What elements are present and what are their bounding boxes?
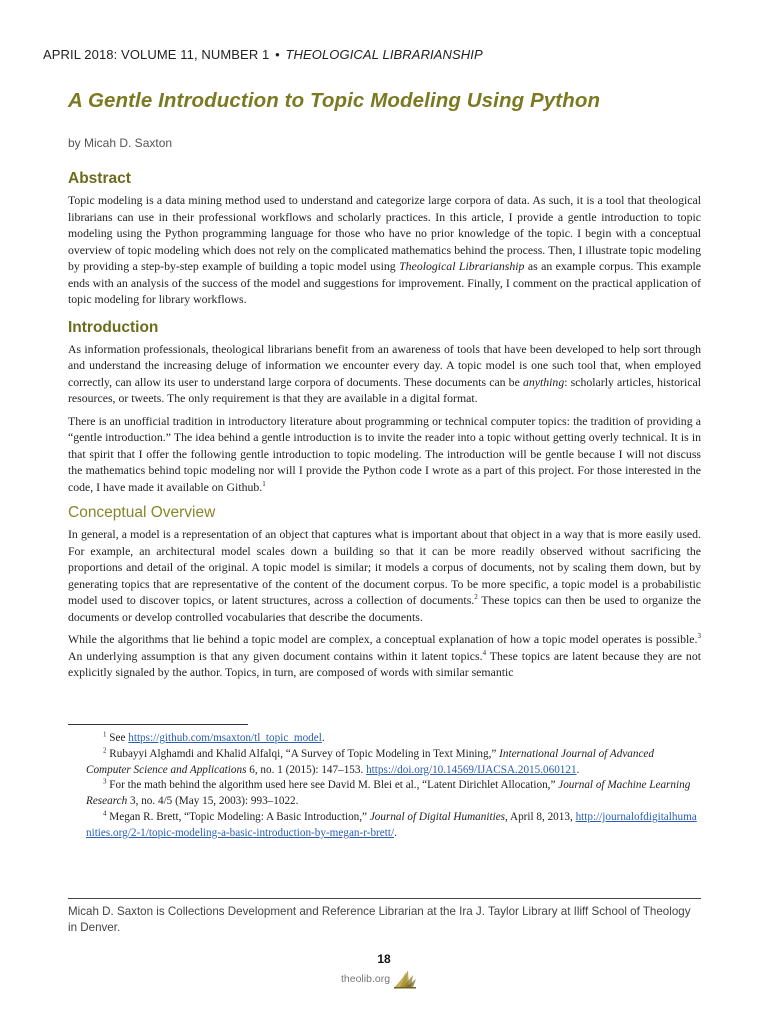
author-note-divider [68, 898, 701, 899]
footnote-divider [68, 724, 248, 725]
footnote-2: $^2$ Rubayyi Alghamdi and Khalid Alfalqi, “A Survey of Topic Modeling in Text Mining,” International Journal of Advanced Computer Science and Applications 6, no. 1 (2015): 147–153. https://doi.org/10.14569/IJACSA.2015.060121. [86, 746, 654, 776]
journal-name: THEOLOGICAL LIBRARIANSHIP [285, 47, 483, 62]
footnote-ref[interactable]: 4 [482, 648, 487, 657]
introduction-paragraph-1: As information professionals, theological librarians benefit from an awareness of tools that have been developed to help sort through and understand the increasing deluge of information we encounter every day. A topic model is one such tool that, when employed correctly, can allow its user to understand large corpora of documents. These documents can be anything: scholarly articles, historical resources, or tweets. The only requirement is that they are available in a digital format. [68, 341, 701, 405]
article-link[interactable]: http://journalofdigitalhumanities.org/2-1/topic-modeling-a-basic-introduction-by-megan-r-brett/ [86, 810, 697, 839]
separator-bullet: • [275, 47, 280, 62]
author-note: Micah D. Saxton is Collections Development and Reference Librarian at the Ira J. Taylor Library at Iliff School of Theology in Denver. [68, 905, 691, 934]
conceptual-paragraph-2: While the algorithms that lie behind a topic model are complex, a conceptual explanation of how a topic model operates is possible.$^3$ An underlying assumption is that any given document contains within it latent topics.$^4$ These topics are latent because they are not explicitly signaled by the author. Topics, in turn, are composed of words with similar semantic [68, 632, 701, 679]
site-url[interactable]: theolib.org [341, 973, 391, 985]
article-title: A Gentle Introduction to Topic Modeling Using Python [68, 89, 601, 112]
abstract-text: Topic modeling is a data mining method used to understand and categorize large corpora of data. As such, it is a tool that theological librarians can use in their professional workflows and scholarly practices. In this article, I provide a gentle introduction to topic modeling using the Python programming language for those who have no prior knowledge of the topic. I begin with a conceptual overview of topic modeling which does not rely on the complicated mathematics behind the process. Then, I illustrate topic modeling by providing a step-by-step example of building a topic model using Theological Librarianship as an example corpus. This example ends with an analysis of the success of the model and suggestions for improvement. Finally, I comment on the practical application of topic modeling for library workflows. [68, 193, 701, 306]
footnote-1: $^1$ See https://github.com/msaxton/tl_topic_model. [103, 730, 325, 744]
introduction-paragraph-2: There is an unofficial tradition in introductory literature about programming or technical computer topics: the tradition of providing a “gentle introduction.” The idea behind a gentle introduction is to invite the reader into a topic without getting overly technical. It is in that spirit that I offer the following gentle introduction to topic modeling. The introduction will be gentle because I will not discuss the mathematics behind topic modeling nor will I provide the Python code I wrote as a part of this project. For those interested in the code, I have made it available on Github.$^1$ [68, 413, 701, 494]
footnote-ref[interactable]: 1 [262, 479, 266, 488]
byline: by Micah D. Saxton [68, 136, 173, 150]
conceptual-paragraph-1: In general, a model is a representation of an object that captures what is important about that object in a way that is more easily used. For example, an architectural model scales down a building so that it can be more readily observed without sacrificing the proportions and detail of the original. A topic model is similar; it models a corpus of documents, not by scaling them down, but by generating topics that are representative of the content of the document corpus. To be more specific, a topic model is a probabilistic model used to discover topics, or latent structures, across a collection of documents.$^2$ These topics can then be used to organize the documents or develop controlled vocabularies that describe the documents. [68, 527, 701, 624]
introduction-heading: Introduction [68, 318, 159, 336]
doi-link[interactable]: https://doi.org/10.14569/IJACSA.2015.060121 [366, 763, 577, 776]
running-head [43, 47, 723, 62]
footnote-4: $^4$ Megan R. Brett, “Topic Modeling: A Basic Introduction,” Journal of Digital Humanities, April 8, 2013, http://journalofdigitalhumanities.org/2-1/topic-modeling-a-basic-introduction-by-megan-r-brett/. [86, 809, 697, 839]
footnote-ref[interactable]: 3 [697, 632, 701, 641]
journal-title-italic: Theological Librarianship [399, 259, 525, 273]
open-book-logo-icon [393, 969, 417, 989]
article-body [68, 168, 701, 681]
abstract-heading: Abstract [68, 170, 131, 187]
footer-brand [341, 967, 417, 991]
footnote-3: $^3$ For the math behind the algorithm used here see David M. Blei et al., “Latent Dirichlet Allocation,” Journal of Machine Learning Research 3, no. 4/5 (May 15, 2003): 993–1022. [86, 777, 691, 808]
issue-info: APRIL 2018: VOLUME 11, NUMBER 1 [43, 47, 270, 62]
footnotes [86, 731, 701, 842]
footnote-ref[interactable]: 2 [474, 593, 478, 602]
conceptual-overview-heading: Conceptual Overview [68, 504, 216, 521]
github-link[interactable]: https://github.com/msaxton/tl_topic_model [128, 732, 322, 744]
page-number: 18 [377, 952, 391, 966]
